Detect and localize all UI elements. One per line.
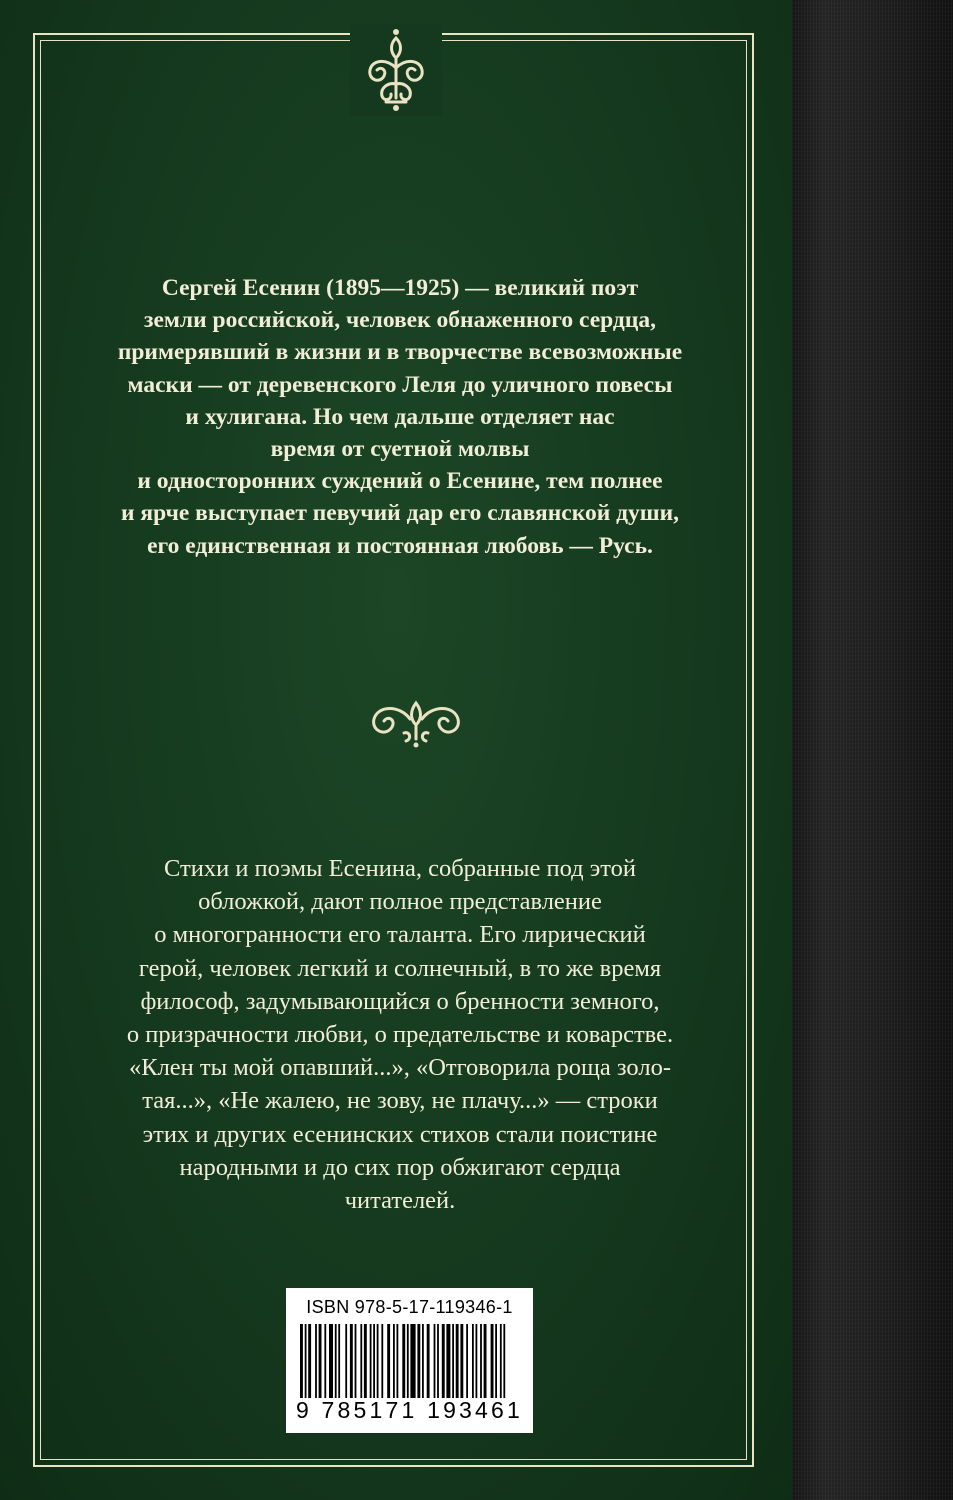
author-annotation xyxy=(80,272,720,562)
barcode-bar xyxy=(407,1324,409,1398)
barcode-bar xyxy=(355,1324,357,1398)
barcode-bar xyxy=(381,1324,383,1398)
barcode-bar xyxy=(308,1324,311,1398)
annotation-line: его единственная и постоянная любовь — Русь. xyxy=(147,532,653,559)
annotation-line: «Клен ты мой опавший...», «Отговорила роща золо- xyxy=(128,1054,671,1082)
barcode-bar xyxy=(410,1324,415,1398)
barcode-bar xyxy=(500,1324,502,1398)
barcode-bar xyxy=(370,1324,372,1398)
barcode-bar xyxy=(305,1324,307,1398)
annotation-line: обложкой, дают полное представление xyxy=(198,888,602,916)
isbn-label: ISBN 978-5-17-119346-1 xyxy=(306,1297,513,1317)
barcode-bar xyxy=(472,1324,474,1398)
annotation-line: и односторонних суждений о Есенине, тем полнее xyxy=(137,468,663,495)
barcode-panel xyxy=(286,1288,533,1433)
annotation-line: Сергей Есенин (1895—1925) — великий поэт xyxy=(161,275,639,301)
annotation-line: народными и до сих пор обжигают сердца xyxy=(179,1153,621,1181)
annotation-line: тая...», «Не жалею, не зову, не плачу...» — строки xyxy=(142,1087,658,1115)
barcode-bar xyxy=(393,1324,395,1398)
barcode-bar xyxy=(480,1324,482,1398)
barcode-bar xyxy=(466,1324,468,1398)
barcode-bar xyxy=(442,1324,445,1398)
barcode-bar xyxy=(495,1324,497,1398)
barcode-bar xyxy=(460,1324,463,1398)
annotation-line: время от суетной молвы xyxy=(270,436,530,463)
barcode-bar xyxy=(360,1324,362,1398)
barcode-bar xyxy=(422,1324,424,1398)
barcode-bar xyxy=(456,1324,459,1398)
annotation-line: Стихи и поэмы Есенина, собранные под этой xyxy=(164,855,636,882)
barcode-bar xyxy=(329,1324,333,1398)
annotation-line: читателей. xyxy=(344,1187,456,1215)
barcode-bar xyxy=(484,1324,487,1398)
barcode-bar xyxy=(364,1324,367,1398)
barcode-bar xyxy=(335,1324,337,1398)
annotation-line: маски — от деревенского Леля до уличного повесы xyxy=(127,371,673,398)
barcode-bar xyxy=(427,1324,430,1398)
barcode-bar xyxy=(377,1324,379,1398)
annotation-line: примерявший в жизни и в творчестве всевозможные xyxy=(117,339,683,366)
barcode-bar xyxy=(324,1324,326,1398)
annotation-line: этих и других есенинских стихов стали поистине xyxy=(142,1120,658,1148)
barcode-bar xyxy=(387,1324,390,1398)
barcode-bar xyxy=(437,1324,439,1398)
annotation-line: философ, задумывающийся о бренности земного, xyxy=(140,987,660,1015)
barcode-bar xyxy=(319,1324,322,1398)
scroll-ornament-icon xyxy=(366,693,466,751)
barcode-bar xyxy=(402,1324,405,1398)
annotation-line: о призрачности любви, о предательстве и коварстве. xyxy=(126,1021,674,1049)
barcode-bar xyxy=(503,1324,505,1398)
annotation-line: и ярче выступает певучий дар его славянской души, xyxy=(120,500,680,527)
barcode-bar xyxy=(300,1324,303,1398)
barcode-bar xyxy=(446,1324,450,1398)
annotation-line: и хулигана. Но чем дальше отделяет нас xyxy=(185,403,615,430)
collection-annotation xyxy=(80,852,720,1217)
barcode-bar xyxy=(397,1324,399,1398)
barcode-bar xyxy=(491,1324,494,1398)
barcode-bar xyxy=(373,1324,375,1398)
barcode-bar xyxy=(476,1324,478,1398)
annotation-line: земли российской, человек обнаженного сердца, xyxy=(144,307,656,334)
barcode-bar xyxy=(434,1324,436,1398)
barcode-bar xyxy=(345,1324,347,1398)
barcode-digits: 9 785171 193461 xyxy=(295,1397,524,1423)
fleur-ornament-icon xyxy=(350,24,442,116)
barcode-bar xyxy=(338,1324,340,1398)
barcode-bar xyxy=(315,1324,317,1398)
barcode-bars xyxy=(298,1324,521,1400)
annotation-line: герой, человек легкий и солнечный, в то же время xyxy=(138,954,662,982)
annotation-line: о многогранности его таланта. Его лирический xyxy=(154,921,646,949)
barcode-bar xyxy=(417,1324,420,1398)
barcode-bar xyxy=(452,1324,454,1398)
barcode-bar xyxy=(350,1324,353,1398)
book-spine xyxy=(792,0,953,1500)
